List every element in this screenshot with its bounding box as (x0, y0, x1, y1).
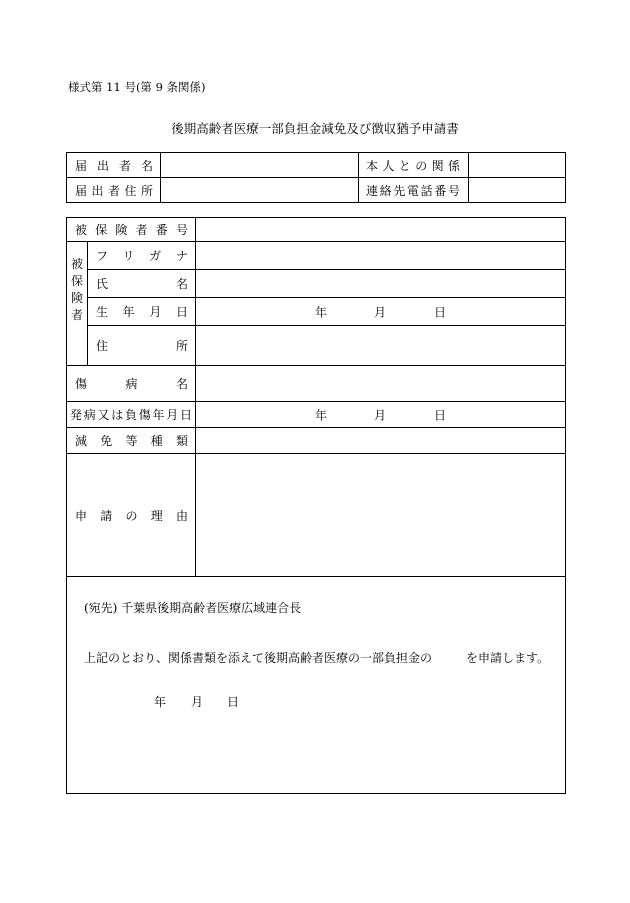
statement-after: を申請します。 (466, 651, 550, 665)
day-unit: 日 (227, 695, 240, 709)
form-number: 様式第 11 号(第 9 条関係) (68, 80, 206, 94)
insured-number-field[interactable] (196, 218, 566, 242)
month-unit: 月 (191, 695, 204, 709)
disease-label: 傷病名 (67, 366, 196, 402)
insured-group-char: 保 (70, 274, 83, 288)
phone-field[interactable] (469, 178, 566, 203)
reason-label: 申請の理由 (67, 454, 196, 577)
notifier-address-label: 届出者住所 (67, 178, 161, 203)
declaration-statement (84, 649, 549, 666)
day-unit: 日 (434, 305, 447, 319)
year-unit: 年 (154, 695, 167, 709)
insured-group-label (67, 242, 88, 366)
relation-label: 本人との関係 (359, 153, 469, 178)
disease-field[interactable] (196, 366, 566, 402)
onset-date-field[interactable] (196, 402, 566, 428)
birthdate-label: 生年月日 (88, 298, 196, 326)
declaration-section (67, 577, 566, 794)
statement-before: 上記のとおり、関係書類を添えて後期高齢者医療の一部負担金の (84, 651, 433, 665)
insured-group-char: 被 (70, 257, 83, 271)
month-unit: 月 (374, 305, 387, 319)
relief-type-label: 減免等種類 (67, 428, 196, 454)
insured-name-field[interactable] (196, 270, 566, 298)
year-unit: 年 (315, 408, 328, 422)
furigana-field[interactable] (196, 242, 566, 270)
insured-table (66, 217, 566, 794)
insured-number-label: 被保険者番号 (67, 218, 196, 242)
insured-group-char: 険 (70, 291, 83, 305)
insured-name-label: 氏名 (88, 270, 196, 298)
year-unit: 年 (315, 305, 328, 319)
insured-address-label: 住所 (88, 326, 196, 366)
birthdate-field[interactable] (196, 298, 566, 326)
notifier-address-field[interactable] (161, 178, 359, 203)
month-unit: 月 (374, 408, 387, 422)
relief-type-field[interactable] (196, 428, 566, 454)
insured-address-field[interactable] (196, 326, 566, 366)
phone-label: 連絡先電話番号 (359, 178, 469, 203)
relation-field[interactable] (469, 153, 566, 178)
document-title: 後期高齢者医療一部負担金減免及び徴収猶予申請書 (171, 121, 459, 136)
onset-date-label: 発病又は負傷年月日 (67, 402, 196, 428)
notifier-name-label: 届出者名 (67, 153, 161, 178)
reason-field[interactable] (196, 454, 566, 577)
addressee: (宛先) 千葉県後期高齢者医療広域連合長 (84, 601, 302, 615)
day-unit: 日 (434, 408, 447, 422)
notifier-table (66, 152, 566, 203)
furigana-label: フリガナ (88, 242, 196, 270)
notifier-name-field[interactable] (161, 153, 359, 178)
insured-group-char: 者 (70, 308, 83, 322)
